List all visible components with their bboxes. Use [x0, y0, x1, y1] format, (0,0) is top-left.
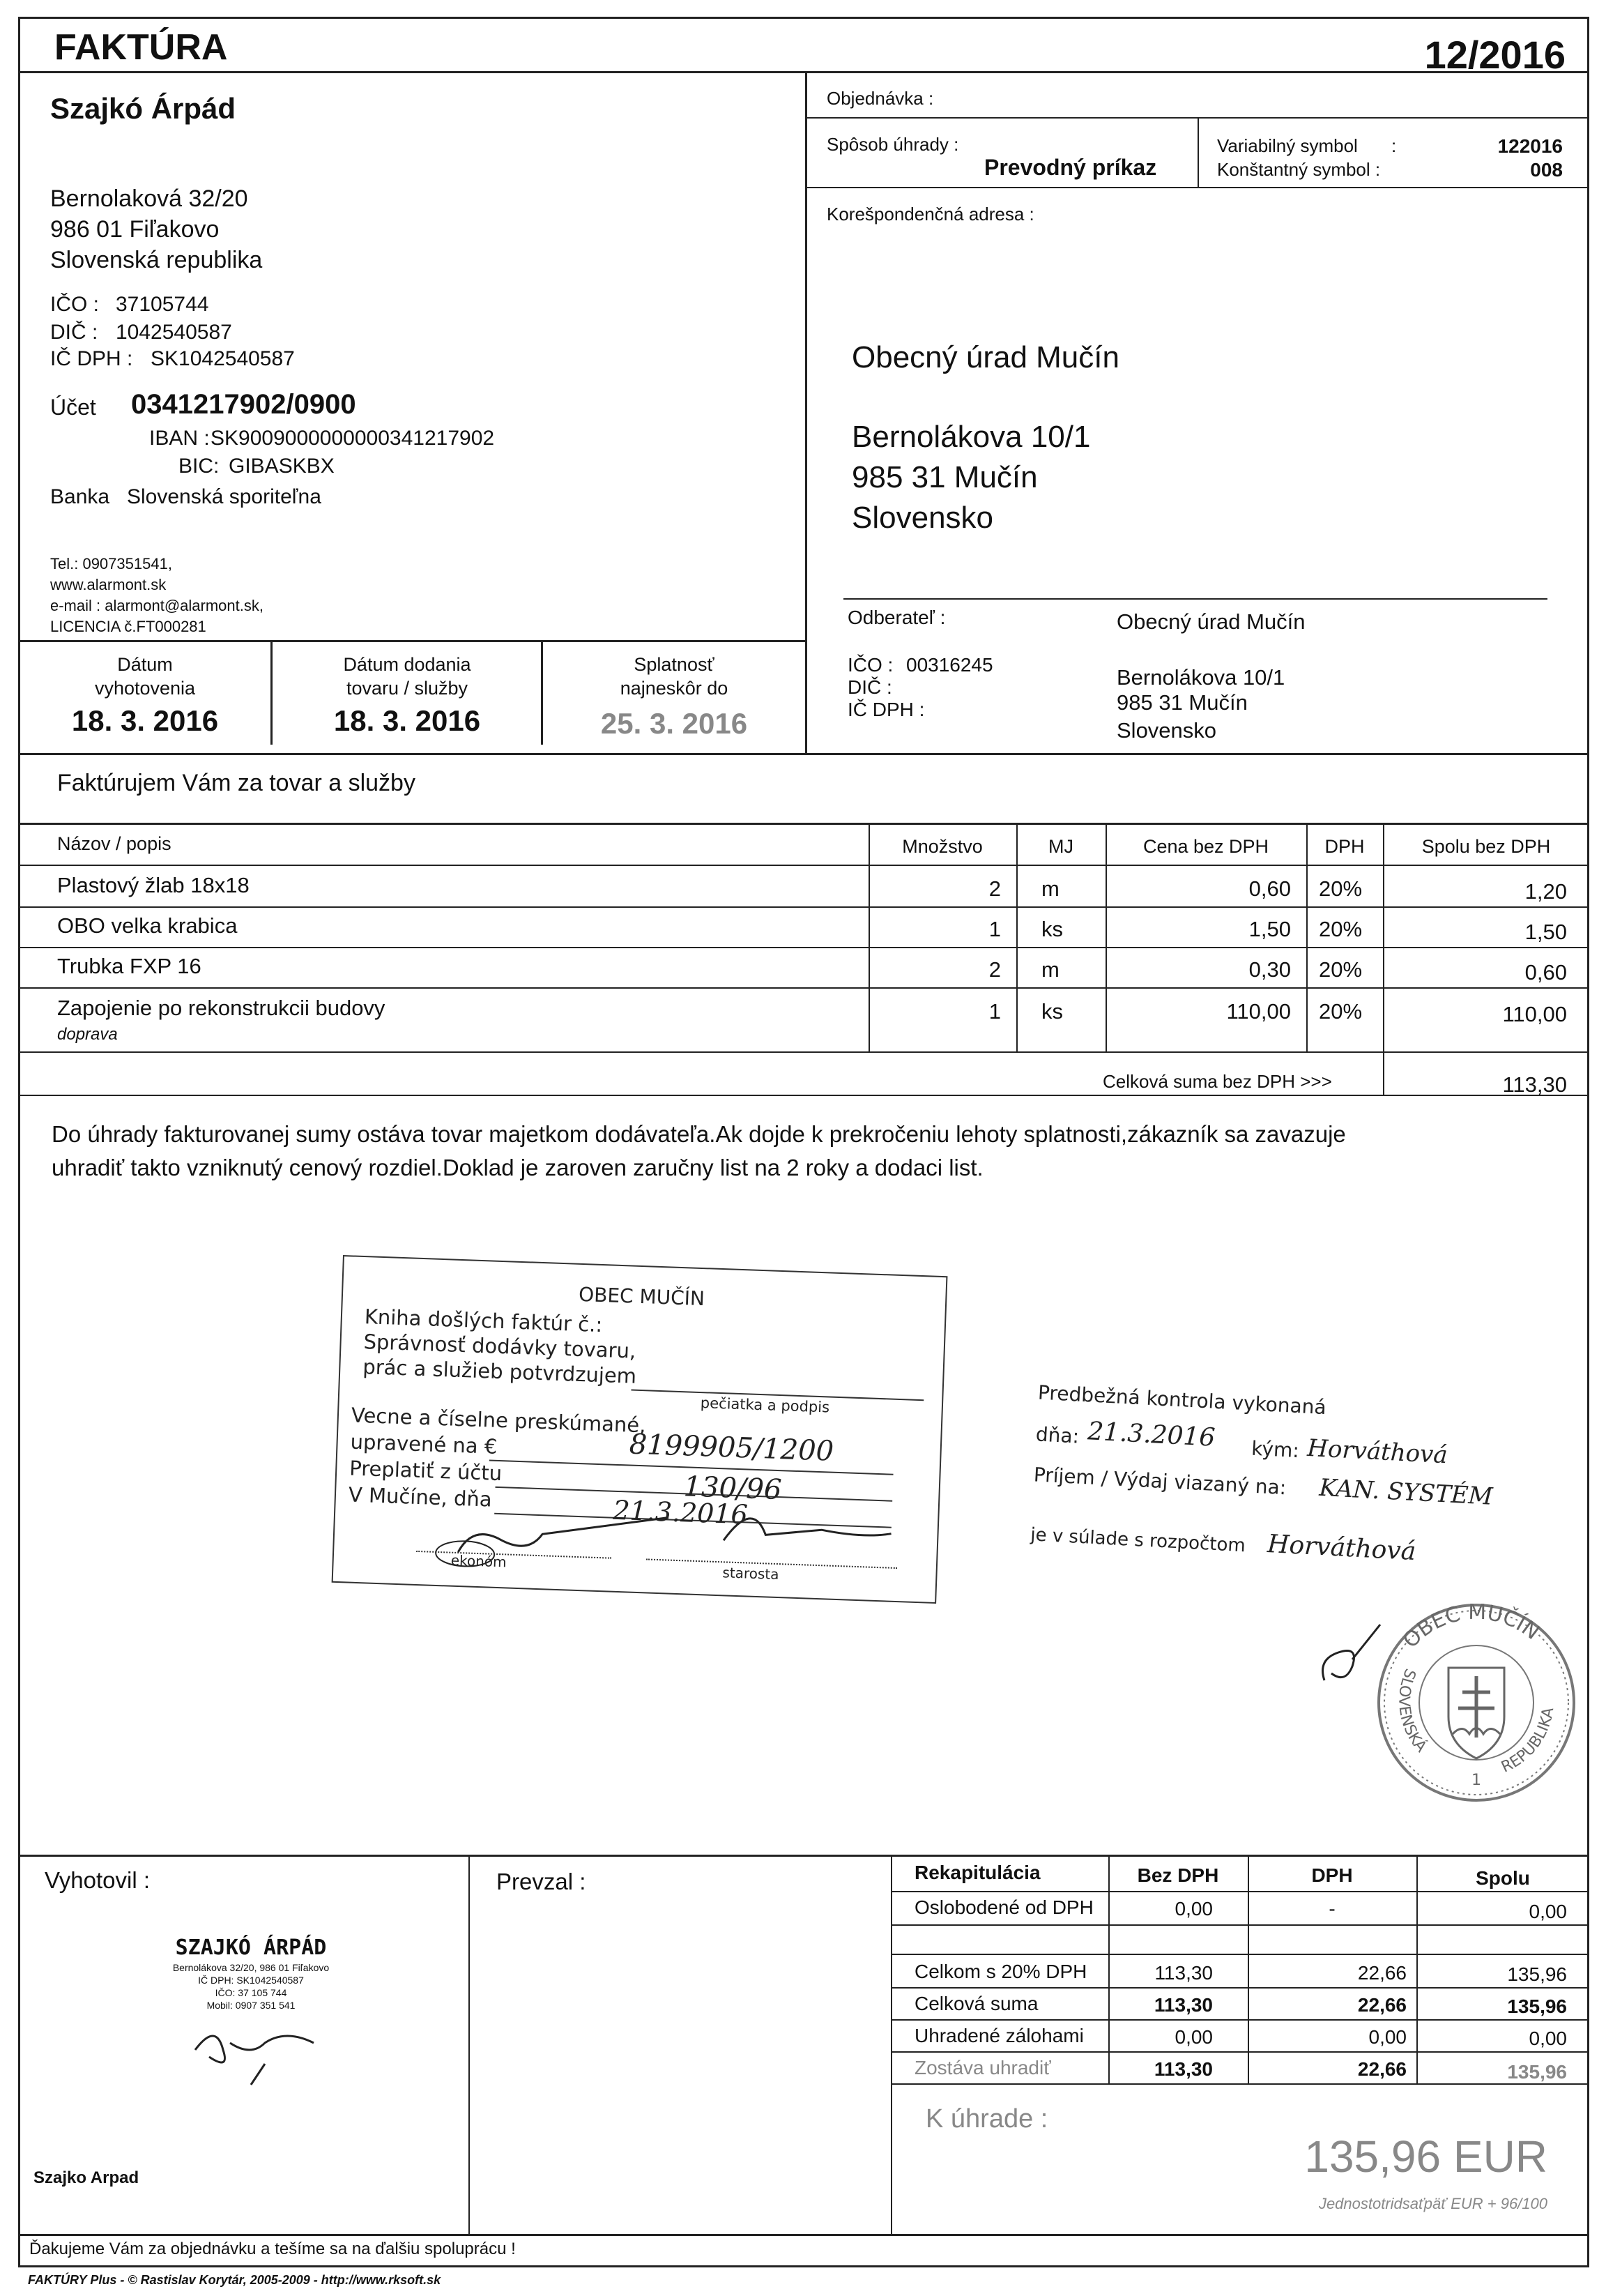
sum-label: Celková suma bez DPH >>> — [1103, 1071, 1332, 1092]
correspondence-label: Korešpondenčná adresa : — [827, 204, 1034, 225]
control-title: Predbežná kontrola vykonaná — [1037, 1381, 1327, 1420]
order-label: Objednávka : — [827, 88, 934, 109]
recap-line — [891, 1924, 1589, 1926]
supplier-stamp-line: Mobil: 0907 351 541 — [206, 2000, 296, 2011]
handwritten-account: 130/96 — [682, 1470, 783, 1507]
header-divider — [18, 71, 1589, 73]
recap-row-total: 135,96 — [1507, 1995, 1567, 2017]
supplier-dic-label: DIČ : — [50, 321, 98, 344]
row-price: 110,00 — [1226, 999, 1291, 1024]
variable-symbol: 122016 — [1497, 135, 1563, 157]
date-issued-value: 18. 3. 2016 — [71, 704, 219, 737]
terms-note-line: uhradiť takto vzniknutý cenový rozdiel.Doklad je zaroven zaručny list na 2 roky a dodaci list. — [52, 1155, 984, 1180]
supplier-stamp-line: IČ DPH: SK1042540587 — [198, 1975, 304, 1986]
recap-row-total: 0,00 — [1529, 1901, 1567, 1922]
date-due-label: Splatnosť — [634, 654, 714, 675]
iban-value: SK9009000000000341217902 — [211, 427, 495, 450]
stamp-line: Kniha došlých faktúr č.: — [364, 1305, 603, 1337]
recap-row-total: 135,96 — [1507, 2061, 1567, 2083]
th-total: Spolu bez DPH — [1421, 836, 1551, 857]
supplier-address-line: Slovenská republika — [50, 247, 263, 273]
recap-row-label: Celkom s 20% DPH — [915, 1961, 1087, 1982]
supplier-stamp-name: SZAJKÓ ÁRPÁD — [175, 1936, 327, 1960]
issuer-name: Szajko Arpad — [33, 2168, 139, 2187]
sum-value: 113,30 — [1502, 1072, 1567, 1097]
contact-email: e-mail : alarmont@alarmont.sk, — [50, 597, 263, 614]
seal-right-text: REPUBLIKA — [1499, 1706, 1558, 1777]
supplier-stamp-line: IČO: 37 105 744 — [215, 1987, 287, 1998]
table-row-line — [18, 947, 1589, 948]
customer-street: Bernolákova 10/1 — [1117, 665, 1285, 690]
stamp-line: prác a služieb potvrdzujem — [362, 1355, 637, 1388]
row-note: doprava — [57, 1025, 118, 1044]
recap-line — [891, 2083, 1589, 2085]
dates-divider — [270, 640, 273, 745]
customer-icdph-label: IČ DPH : — [848, 699, 925, 720]
recap-row-label: Oslobodené od DPH — [915, 1896, 1094, 1918]
corr-name: Obecný úrad Mučín — [852, 340, 1119, 374]
corr-divider — [806, 187, 1589, 188]
table-sum-line — [18, 1095, 1589, 1096]
customer-ico-label: IČO : — [848, 654, 894, 676]
due-amount: 135,96 EUR — [1304, 2131, 1547, 2182]
date-due-value: 25. 3. 2016 — [600, 707, 748, 740]
table-row-line — [18, 987, 1589, 989]
recap-line — [891, 1954, 1589, 1955]
supplier-icdph-label: IČ DPH : — [50, 347, 133, 370]
footer-divider — [468, 1855, 470, 2235]
row-vat: 20% — [1319, 999, 1363, 1024]
recap-line — [891, 1987, 1589, 1989]
customer-country: Slovensko — [1117, 718, 1217, 743]
terms-note-line: Do úhrady fakturovanej sumy ostáva tovar majetkom dodávateľa.Ak dojde k prekročeniu lehoty splatnosti,zákazník sa zavazuje — [52, 1121, 1346, 1147]
row-total: 0,60 — [1524, 960, 1567, 984]
table-row-line — [18, 1051, 1589, 1053]
recap-header: Bez DPH — [1137, 1864, 1219, 1886]
customer-city: 985 31 Mučín — [1117, 690, 1248, 715]
control-signature: Horváthová — [1306, 1434, 1448, 1470]
received-stamp — [332, 1255, 948, 1604]
row-qty: 1 — [988, 999, 1001, 1024]
seal-left-text: SLOVENSKÁ — [1395, 1666, 1430, 1756]
recap-row-base: 113,30 — [1154, 1994, 1213, 2016]
control-budget-label: je v súlade s rozpočtom — [1030, 1524, 1246, 1557]
bic-label: BIC: — [178, 455, 220, 478]
supplier-address-line: Bernolaková 32/20 — [50, 185, 248, 212]
row-price: 1,50 — [1248, 917, 1291, 941]
recap-row-vat: - — [1329, 1898, 1336, 1919]
recap-row-label: Uhradené zálohami — [915, 2025, 1084, 2046]
recap-line — [891, 1891, 1589, 1892]
items-intro: Faktúrujem Vám za tovar a služby — [57, 770, 415, 796]
municipal-seal — [1365, 1591, 1588, 1814]
control-date-label: dňa: — [1035, 1422, 1080, 1448]
recap-row-base: 113,30 — [1154, 2058, 1213, 2080]
customer-label: Odberateľ : — [848, 607, 946, 628]
supplier-ico: 37105744 — [116, 293, 209, 316]
recap-row-total: 135,96 — [1507, 1963, 1567, 1985]
stamp-signatures — [332, 1255, 948, 1604]
th-qty: Množstvo — [902, 836, 983, 857]
due-label: K úhrade : — [926, 2104, 1048, 2134]
date-issued-label: Dátum — [117, 654, 173, 675]
row-name: OBO velka krabica — [57, 913, 238, 938]
items-top-line — [18, 753, 1589, 755]
payment-label: Spôsob úhrady : — [827, 134, 959, 155]
date-issued-label: vyhotovenia — [94, 678, 196, 699]
footer-top-line — [18, 1855, 1589, 1857]
supplier-name: Szajkó Árpád — [50, 92, 236, 125]
handwritten-date: 21.3.2016 — [612, 1494, 749, 1530]
variable-symbol-colon: : — [1391, 135, 1397, 156]
dates-top-line — [18, 640, 806, 642]
control-link-value: KAN. SYSTÉM — [1318, 1473, 1494, 1511]
row-total: 1,20 — [1524, 879, 1567, 904]
payment-divider — [1198, 117, 1199, 187]
table-header-top — [18, 823, 1589, 825]
recap-row-vat: 22,66 — [1357, 1962, 1407, 1984]
recap-header: DPH — [1311, 1864, 1353, 1886]
stamp-title: OBEC MUČÍN — [578, 1282, 705, 1311]
thanks-text: Ďakujeme Vám za objednávku a tešíme sa na ďalšiu spoluprácu ! — [29, 2240, 516, 2258]
row-price: 0,60 — [1248, 876, 1291, 901]
account-label: Účet — [50, 395, 96, 420]
control-kym-label: kým: — [1251, 1436, 1300, 1463]
recap-line — [891, 2051, 1589, 2053]
dates-divider — [541, 640, 543, 745]
row-total: 110,00 — [1502, 1002, 1567, 1026]
issued-by-label: Vyhotovil : — [45, 1867, 151, 1893]
control-date: 21.3.2016 — [1087, 1417, 1216, 1452]
bic-value: GIBASKBX — [229, 455, 335, 478]
row-name: Plastový žlab 18x18 — [57, 873, 250, 897]
recap-row-base: 0,00 — [1175, 1898, 1213, 1919]
due-amount-words: Jednostotridsaťpäť EUR + 96/100 — [1318, 2195, 1547, 2212]
row-unit: m — [1041, 957, 1060, 982]
row-vat: 20% — [1319, 917, 1363, 941]
stamp-starosta: starosta — [722, 1564, 779, 1583]
th-vat: DPH — [1324, 836, 1365, 857]
footer-bottom-line — [18, 2234, 1589, 2236]
recap-row-vat: 22,66 — [1357, 1994, 1407, 2016]
customer-dic-label: DIČ : — [848, 676, 892, 698]
variable-symbol-label: Variabilný symbol — [1217, 135, 1358, 156]
top-vertical-divider — [805, 71, 807, 754]
issuer-signature — [188, 2015, 328, 2092]
row-unit: ks — [1041, 917, 1063, 941]
date-delivery-label: Dátum dodania — [343, 654, 471, 675]
invoice-title: FAKTÚRA — [54, 27, 228, 68]
date-delivery-value: 18. 3. 2016 — [333, 704, 481, 737]
stamp-line: Preplatiť z účtu — [349, 1456, 503, 1486]
seal-signature — [1310, 1618, 1394, 1694]
table-col-divider — [1383, 823, 1384, 1096]
software-credit: FAKTÚRY Plus - © Rastislav Korytár, 2005-2009 - http://www.rksoft.sk — [28, 2273, 441, 2287]
supplier-ico-label: IČO : — [50, 293, 100, 316]
th-unit: MJ — [1048, 836, 1073, 857]
seal-top-text: OBEC MUČÍN — [1398, 1599, 1545, 1653]
date-due-label: najneskôr do — [620, 678, 728, 699]
stamp-line: V Mučíne, dňa — [348, 1482, 493, 1512]
footer-divider — [891, 1855, 892, 2235]
row-vat: 20% — [1319, 876, 1363, 901]
supplier-address-line: 986 01 Fiľakovo — [50, 216, 220, 243]
supplier-icdph: SK1042540587 — [151, 347, 295, 370]
corr-country: Slovensko — [852, 501, 994, 535]
constant-symbol: 008 — [1530, 159, 1563, 181]
row-qty: 1 — [988, 917, 1001, 941]
supplier-dic: 1042540587 — [116, 321, 232, 344]
stamp-line: Správnosť dodávky tovaru, — [363, 1330, 636, 1363]
row-price: 0,30 — [1248, 957, 1291, 982]
row-unit: m — [1041, 876, 1060, 901]
row-qty: 2 — [988, 957, 1001, 982]
recap-row-label: Zostáva uhradiť — [915, 2057, 1051, 2078]
stamp-ekonom: ekonóm — [450, 1551, 507, 1571]
recap-header: Rekapitulácia — [915, 1862, 1041, 1883]
stamp-line: Vecne a číselne preskúmané, — [351, 1403, 646, 1438]
seal-bottom-text: 1 — [1471, 1772, 1481, 1789]
row-vat: 20% — [1319, 957, 1363, 982]
table-row-line — [18, 906, 1589, 908]
payment-method: Prevodný príkaz — [984, 155, 1157, 180]
received-by-label: Prevzal : — [496, 1869, 586, 1894]
stamp-line: upravené na € — [350, 1429, 498, 1459]
row-qty: 2 — [988, 876, 1001, 901]
th-price: Cena bez DPH — [1142, 836, 1269, 857]
recap-row-total: 0,00 — [1529, 2028, 1567, 2049]
date-delivery-label: tovaru / služby — [346, 678, 468, 699]
iban-label: IBAN : — [149, 427, 210, 450]
contact-licence: LICENCIA č.FT000281 — [50, 618, 206, 635]
row-total: 1,50 — [1524, 920, 1567, 944]
recap-line — [891, 2019, 1589, 2021]
recap-row-label: Celková suma — [915, 1993, 1039, 2014]
customer-divider — [843, 598, 1547, 600]
bank-label: Banka — [50, 485, 110, 508]
customer-ico: 00316245 — [906, 654, 993, 676]
stamp-signature-label: pečiatka a podpis — [700, 1394, 830, 1416]
handwritten-amount: 8199905/1200 — [628, 1428, 834, 1468]
row-unit: ks — [1041, 999, 1063, 1024]
control-link-label: Príjem / Výdaj viazaný na: — [1033, 1463, 1287, 1500]
corr-street: Bernolákova 10/1 — [852, 420, 1091, 454]
recap-row-vat: 22,66 — [1357, 2058, 1407, 2080]
account-number: 0341217902/0900 — [131, 389, 356, 420]
control-budget-signature: Horváthová — [1267, 1530, 1417, 1567]
invoice-number: 12/2016 — [1424, 33, 1566, 77]
recap-row-base: 0,00 — [1175, 2026, 1213, 2048]
th-name: Názov / popis — [57, 833, 171, 854]
table-header-bottom — [18, 865, 1589, 866]
supplier-stamp-line: Bernolákova 32/20, 986 01 Fiľakovo — [172, 1962, 330, 1973]
row-name: Zapojenie po rekonstrukcii budovy — [57, 996, 385, 1020]
corr-city: 985 31 Mučín — [852, 460, 1038, 494]
contact-phone: Tel.: 0907351541, — [50, 555, 172, 572]
recap-row-base: 113,30 — [1154, 1962, 1213, 1984]
constant-symbol-label: Konštantný symbol : — [1217, 159, 1381, 180]
contact-web: www.alarmont.sk — [50, 576, 167, 593]
row-name: Trubka FXP 16 — [57, 954, 201, 978]
recap-header: Spolu — [1476, 1867, 1530, 1889]
bank-name: Slovenská sporiteľna — [127, 485, 321, 508]
customer-name: Obecný úrad Mučín — [1117, 609, 1306, 634]
recap-row-vat: 0,00 — [1368, 2026, 1407, 2048]
